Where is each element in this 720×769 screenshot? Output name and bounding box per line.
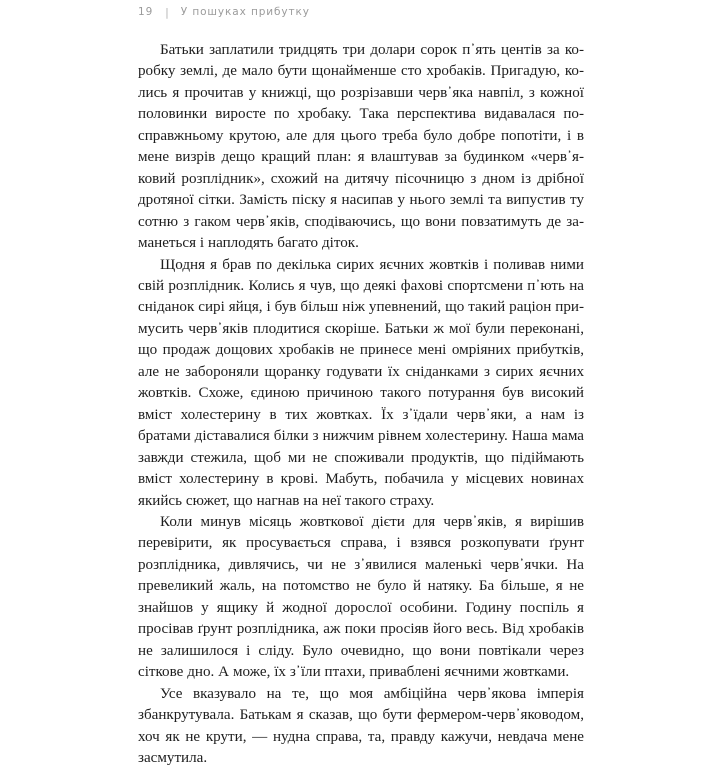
running-header (138, 0, 584, 24)
paragraph: Щодня я брав по декілька сирих яєчних жовтків і поливав ними свій розплідник. Колись я чув, що деякі фахові спортсмени п᾽ють на сніданок сирі яйця, і був більш ніж упевнений, що такий раціон примусить черв᾽яків плодитися скоріше. Батьки ж мої були переконані, що продаж дощових хробаків не принесе мені омріяних прибутків, але не забороняли щоранку годувати їх сніданками з сирих яєчних жовтків. Схоже, єдиною причиною такого потурання був високий вміст холестерину в тих жовтках. Їх з᾽їдали черв᾽яки, а нам із братами діставалися білки з нижчим рівнем холестерину. Наша мама завжди стежила, щоб ми не споживали продуктів, що підіймають вміст холестерину в крові. Мабуть, побачила у місцевих новинах якийсь сюжет, що нагнав на неї такого страху. (138, 256, 584, 509)
page-number: 19 (138, 6, 154, 18)
body-text-block (138, 40, 584, 769)
book-title: У пошуках прибутку (180, 6, 310, 18)
paragraph: Коли минув місяць жовткової дієти для черв᾽яків, я вирішив перевірити, як просувається справа, і взявся розкопувати ґрунт розплідника, дивлячись, чи не з᾽явилися маленькі черв᾽ячки. На превеликий жаль, на потомство не було й натяку. Ба більше, я не знайшов у ящику й жодної дорослої особини. Годину поспіль я просівав ґрунт розплідника, аж поки просіяв його весь. Від хробаків не залишилося і сліду. Було очевидно, що вони повтікали через сіткове дно. А може, їх з᾽їли птахи, приваблені яєчними жовтками. (138, 513, 584, 681)
header-separator: | (165, 5, 170, 19)
paragraph: Батьки заплатили тридцять три долари сорок п᾽ять центів за коробку землі, де мало бути щонайменше сто хробаків. Пригадую, колись я прочитав у книжці, що розрізавши черв᾽яка навпіл, з кожної половинки виросте по хробаку. Така перспектива видавалася по-справжньому крутою, але для цього треба було добре попотіти, і в мене визрів дещо кращий план: я влаштував за будинком «черв᾽яковий розплідник», схожий на дитячу пісочницю з дном із дрібної дротяної сітки. Замість піску я насипав у нього землі та випустив ту сотню з гаком черв᾽яків, сподіваючись, що вони повзатимуть де заманеться і наплодять багато діток. (138, 42, 584, 252)
paragraph: Усе вказувало на те, що моя амбіційна черв᾽якова імперія збанкрутувала. Батькам я сказав, що бути фермером-черв᾽яководом, хоч як не крути, — нудна справа, та, правду кажучи, невдача мене засмутила. (138, 685, 584, 766)
